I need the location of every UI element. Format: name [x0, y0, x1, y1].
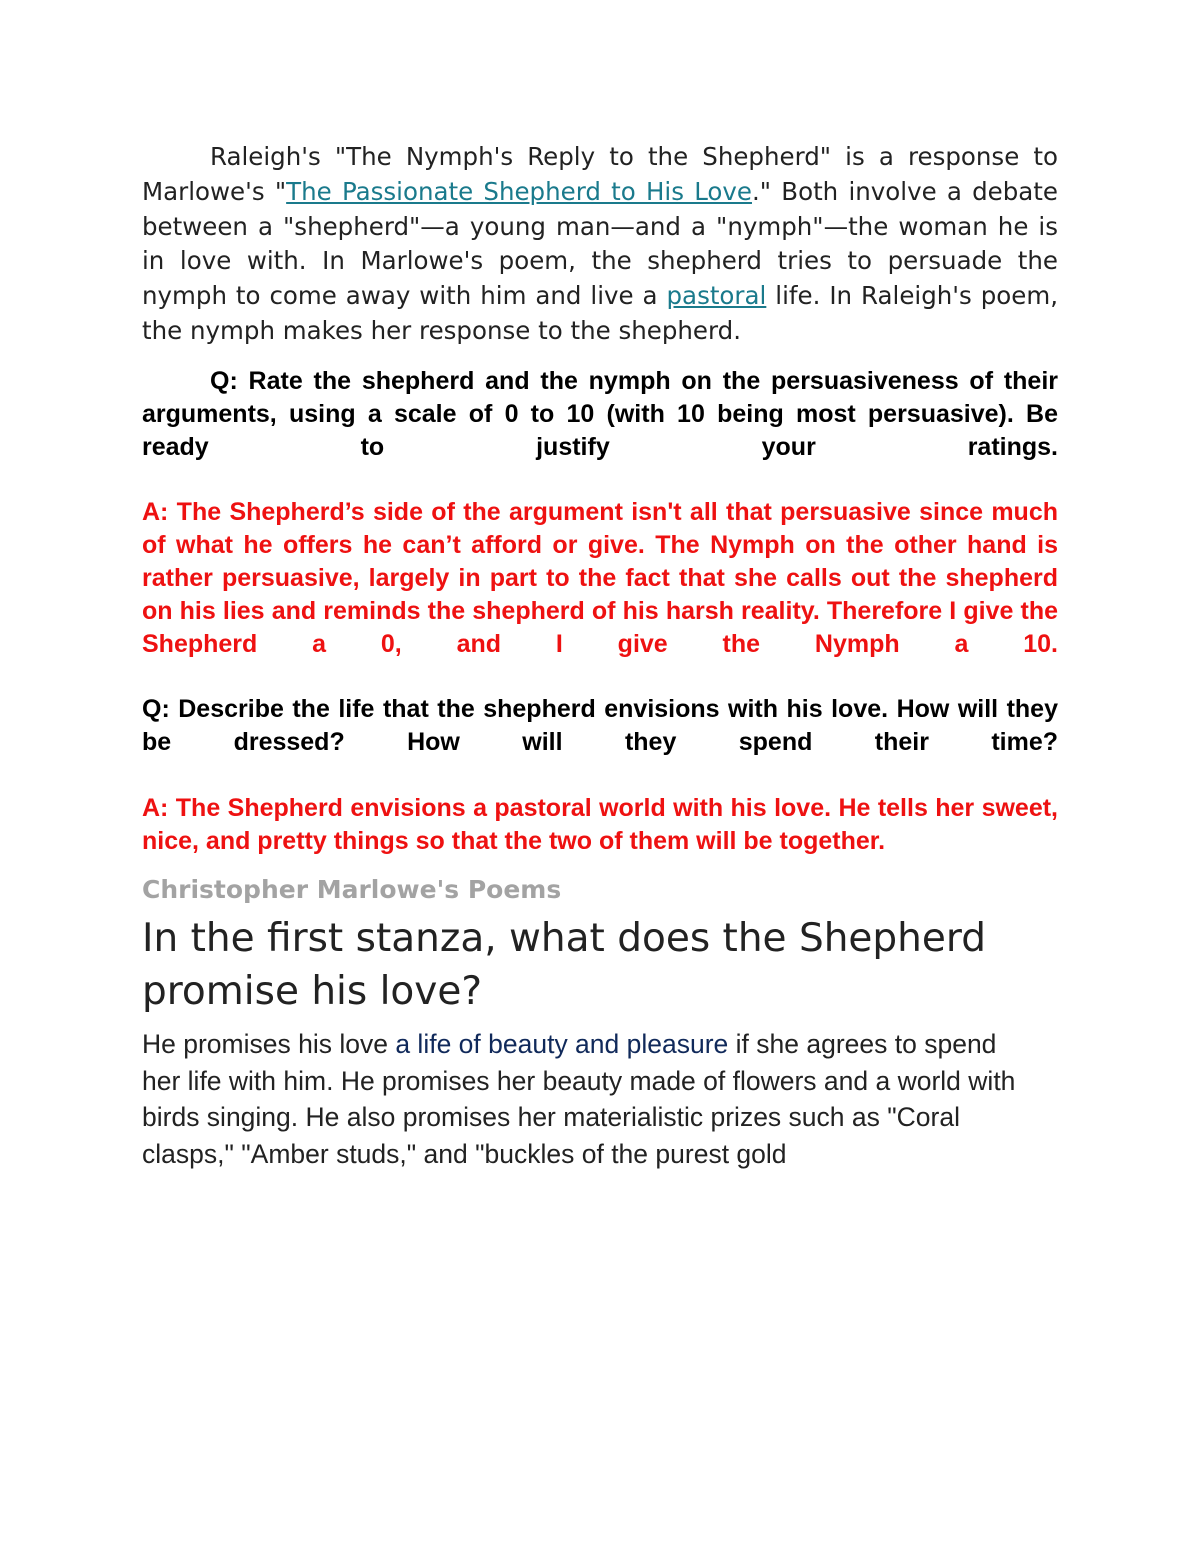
intro-text-1: Raleigh's "The Nymph's Reply to the Shepherd" is a response to Marlowe's "	[142, 142, 1058, 206]
intro-paragraph	[142, 140, 1058, 349]
poem-link-passionate-shepherd[interactable]: The Passionate Shepherd to His Love	[286, 176, 752, 206]
question-2: Q: Describe the life that the shepherd envisions with his love. How will they be dressed? How will they spend their time?	[142, 695, 1058, 756]
answer-text-1: He promises his love	[142, 1029, 396, 1059]
answer-text-2: if she agrees to spend her life with him. He promises her beauty made of flowers and a world with birds singing. He also promises her materialistic prizes such as "Coral clasps," "Amber studs," and "buckles of the purest gold	[142, 1029, 1016, 1169]
answer-1: A: The Shepherd’s side of the argument isn't all that persuasive since much of what he offers he can’t afford or give. The Nymph on the other hand is rather persuasive, largely in part to the fact that she calls out the shepherd on his lies and reminds the shepherd of his harsh reality. Therefore I give the Shepherd a 0, and I give the Nymph a 10.	[142, 498, 1058, 658]
answer-2: A: The Shepherd envisions a pastoral world with his love. He tells her sweet, nice, and pretty things so that the two of them will be together.	[142, 794, 1058, 855]
intro-text-3: life. In Raleigh's poem, the nymph makes her response to the shepherd.	[142, 281, 1058, 345]
question-heading: In the first stanza, what does the Shepherd promise his love?	[142, 916, 986, 1014]
intro-text-2: ." Both involve a debate between a "shepherd"—a young man—and a "nymph"—the woman he is in love with. In Marlowe's poem, the shepherd tries to persuade the nymph to come away with him and live a	[142, 176, 1058, 311]
section-title: Christopher Marlowe's Poems	[142, 875, 562, 904]
answer-highlight: a life of beauty and pleasure	[395, 1029, 729, 1059]
answer-paragraph	[142, 1026, 1042, 1172]
question-1: Q: Rate the shepherd and the nymph on the persuasiveness of their arguments, using a scale of 0 to 10 (with 10 being most persuasive). Be ready to justify your ratings.	[142, 367, 1058, 461]
pastoral-link[interactable]: pastoral	[666, 281, 767, 311]
